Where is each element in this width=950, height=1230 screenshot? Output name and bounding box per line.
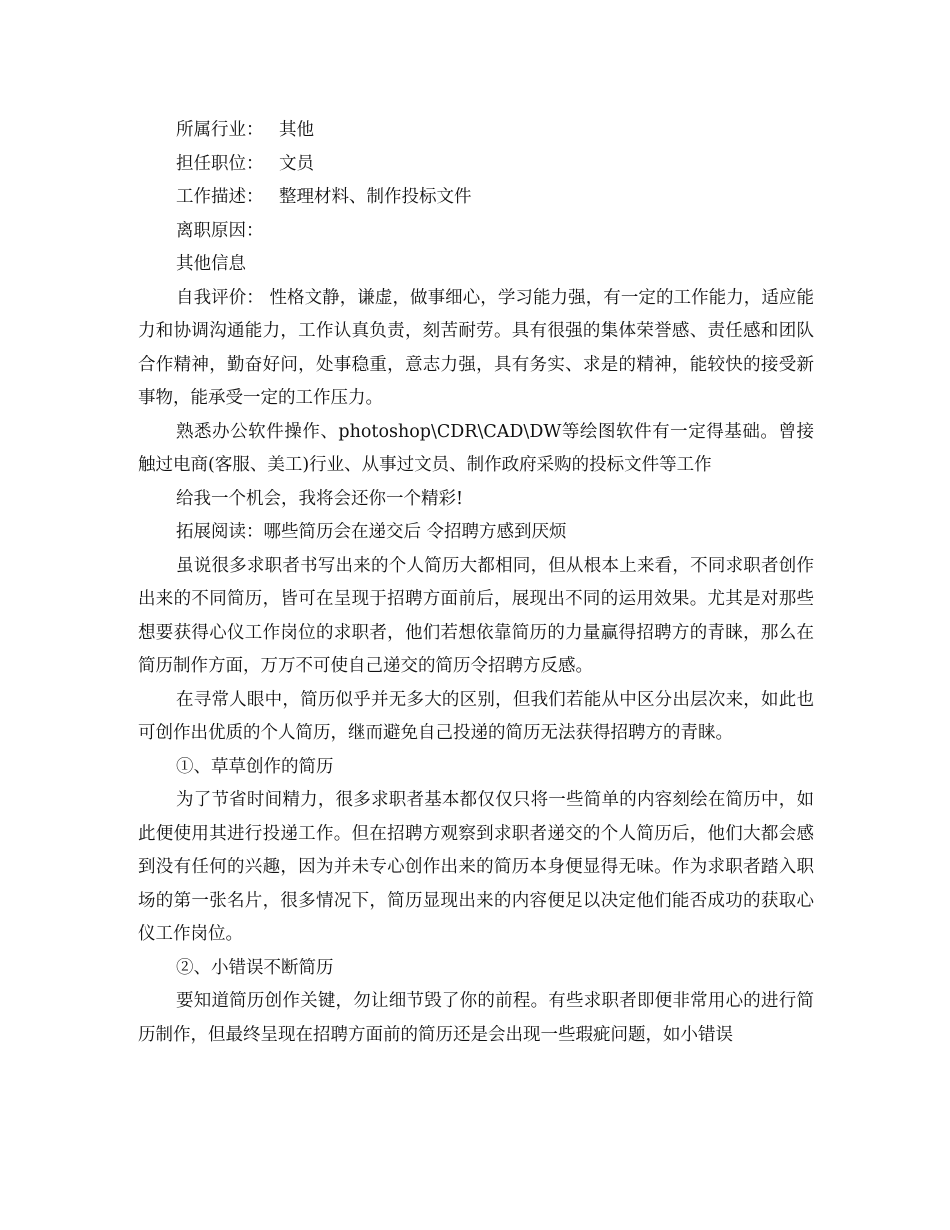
article-paragraph-1: 虽说很多求职者书写出来的个人简历大都相同，但从根本上来看，不同求职者创作出来的不同简历，皆可在呈现于招聘方面前后，展现出不同的运用效果。尤其是对那些想要获得心仪工作岗位的求职者，他们若想依靠简历的力量赢得招聘方的青睐，那么在简历制作方面，万万不可使自己递交的简历令招聘方反感。 <box>138 555 814 676</box>
skills-paragraph: 熟悉办公软件操作、photoshop\CDR\CAD\DW等绘图软件有一定得基础。曾接触过电商(客服、美工)行业、从事过文员、制作政府采购的投标文件等工作 <box>138 421 814 475</box>
field-value: 文员 <box>279 153 314 174</box>
field-value: 其他 <box>279 120 314 140</box>
field-label: 工作描述： <box>176 187 264 207</box>
field-label: 离职原因： <box>176 220 264 241</box>
field-job-description <box>138 181 814 215</box>
section-heading-2: ②、小错误不断简历 <box>176 957 334 978</box>
self-eval-text: 性格文静，谦虚，做事细心，学习能力强，有一定的工作能力，适应能力和协调沟通能力，工作认真负责，刻苦耐劳。具有很强的集体荣誉感、责任感和团队合作精神，勤奋好问，处事稳重，意志力强，具有务实、求是的精神，能较快的接受新事物，能承受一定的工作压力。 <box>138 287 815 408</box>
field-label: 所属行业： <box>176 120 264 140</box>
self-eval-label: 自我评价： <box>176 287 264 308</box>
field-position <box>138 148 814 182</box>
field-value: 整理材料、制作投标文件 <box>279 187 472 207</box>
section-heading-1: ①、草草创作的简历 <box>176 756 334 777</box>
field-label: 担任职位： <box>176 153 264 174</box>
article-paragraph-2: 在寻常人眼中，简历似乎并无多大的区别，但我们若能从中区分出层次来，如此也可创作出优质的个人简历，继而避免自己投递的简历无法获得招聘方的青睐。 <box>138 689 814 743</box>
article-paragraph-3: 为了节省时间精力，很多求职者基本都仅仅只将一些简单的内容刻绘在简历中，如此便使用其进行投递工作。但在招聘方观察到求职者递交的个人简历后，他们大都会感到没有任何的兴趣，因为并未专心创作出来的简历本身便显得无味。作为求职者踏入职场的第一张名片，很多情况下，简历显现出来的内容便足以决定他们能否成功的获取心仪工作岗位。 <box>138 790 814 944</box>
article-paragraph-4: 要知道简历创作关键，勿让细节毁了你的前程。有些求职者即便非常用心的进行简历制作，但最终呈现在招聘方面前的简历还是会出现一些瑕疵问题，如小错误 <box>138 991 814 1045</box>
closing-line: 给我一个机会，我将会还你一个精彩! <box>176 488 464 509</box>
extended-reading-title: 拓展阅读：哪些简历会在递交后 令招聘方感到厌烦 <box>176 522 567 542</box>
self-evaluation <box>138 282 814 416</box>
field-leave-reason <box>138 215 814 249</box>
other-info-heading: 其他信息 <box>176 254 246 274</box>
document-body <box>138 114 814 1052</box>
field-industry <box>138 114 814 148</box>
